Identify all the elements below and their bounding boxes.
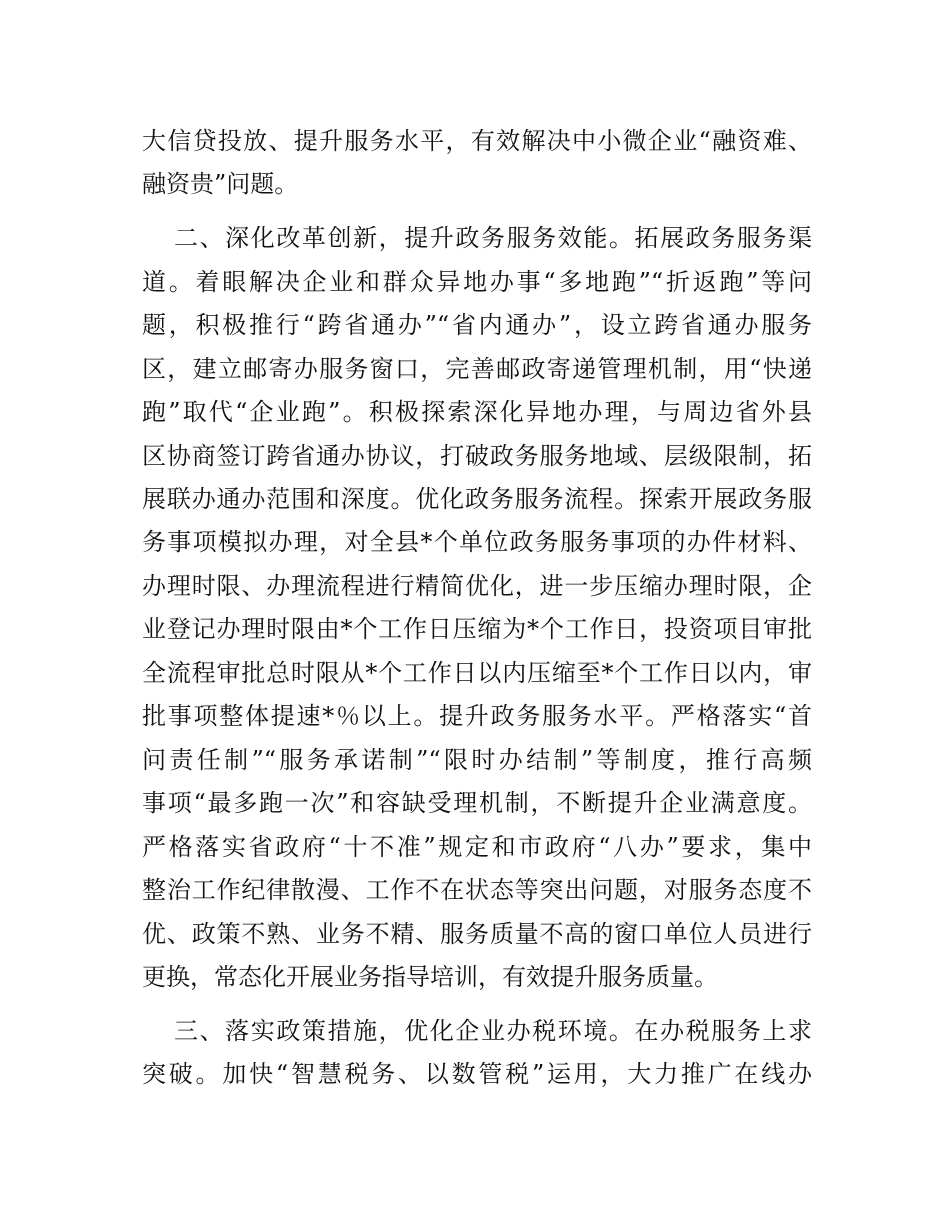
text-line: 优、政策不熟、业务不精、服务质量不高的窗口单位人员进行: [142, 920, 812, 948]
text-line: 更换，常态化开展业务指导培训，有效提升服务质量。: [142, 963, 718, 991]
text-line: 业登记办理时限由*个工作日压缩为*个工作日，投资项目审批: [142, 615, 812, 643]
section-heading-line: 三、落实政策措施，优化企业办税环境。在办税服务上求: [174, 1017, 812, 1045]
text-line: 道。着眼解决企业和群众异地办事“多地跑”“折返跑”等问: [142, 268, 812, 296]
text-line: 区协商签订跨省通办协议，打破政务服务地域、层级限制，拓: [142, 442, 812, 470]
text-line: 批事项整体提速*％以上。提升政务服务水平。严格落实“首: [142, 702, 812, 730]
section-heading-line: 二、深化改革创新，提升政务服务效能。拓展政务服务渠: [174, 224, 812, 252]
text-line: 大信贷投放、提升服务水平，有效解决中小微企业“融资难、: [142, 127, 812, 155]
text-line: 融资贵”问题。: [142, 170, 299, 198]
text-line: 严格落实省政府“十不准”规定和市政府“八办”要求，集中: [142, 833, 812, 861]
text-line: 全流程审批总时限从*个工作日以内压缩至*个工作日以内，审: [142, 659, 812, 687]
text-line: 整治工作纪律散漫、工作不在状态等突出问题，对服务态度不: [142, 876, 812, 904]
text-line: 展联办通办范围和深度。优化政务服务流程。探索开展政务服: [142, 485, 812, 513]
text-line: 务事项模拟办理，对全县*个单位政务服务事项的办件材料、: [142, 528, 812, 556]
text-line: 问责任制”“服务承诺制”“限时办结制”等制度，推行高频: [142, 746, 812, 774]
text-line: 跑”取代“企业跑”。积极探索深化异地办理，与周边省外县: [142, 398, 812, 426]
text-line: 事项“最多跑一次”和容缺受理机制，不断提升企业满意度。: [142, 789, 812, 817]
text-line: 办理时限、办理流程进行精简优化，进一步压缩办理时限，企: [142, 572, 812, 600]
text-line: 题，积极推行“跨省通办”“省内通办”，设立跨省通办服务: [142, 311, 812, 339]
text-line: 突破。加快“智慧税务、以数管税”运用，大力推广在线办: [142, 1060, 812, 1088]
text-line: 区，建立邮寄办服务窗口，完善邮政寄递管理机制，用“快递: [142, 355, 812, 383]
